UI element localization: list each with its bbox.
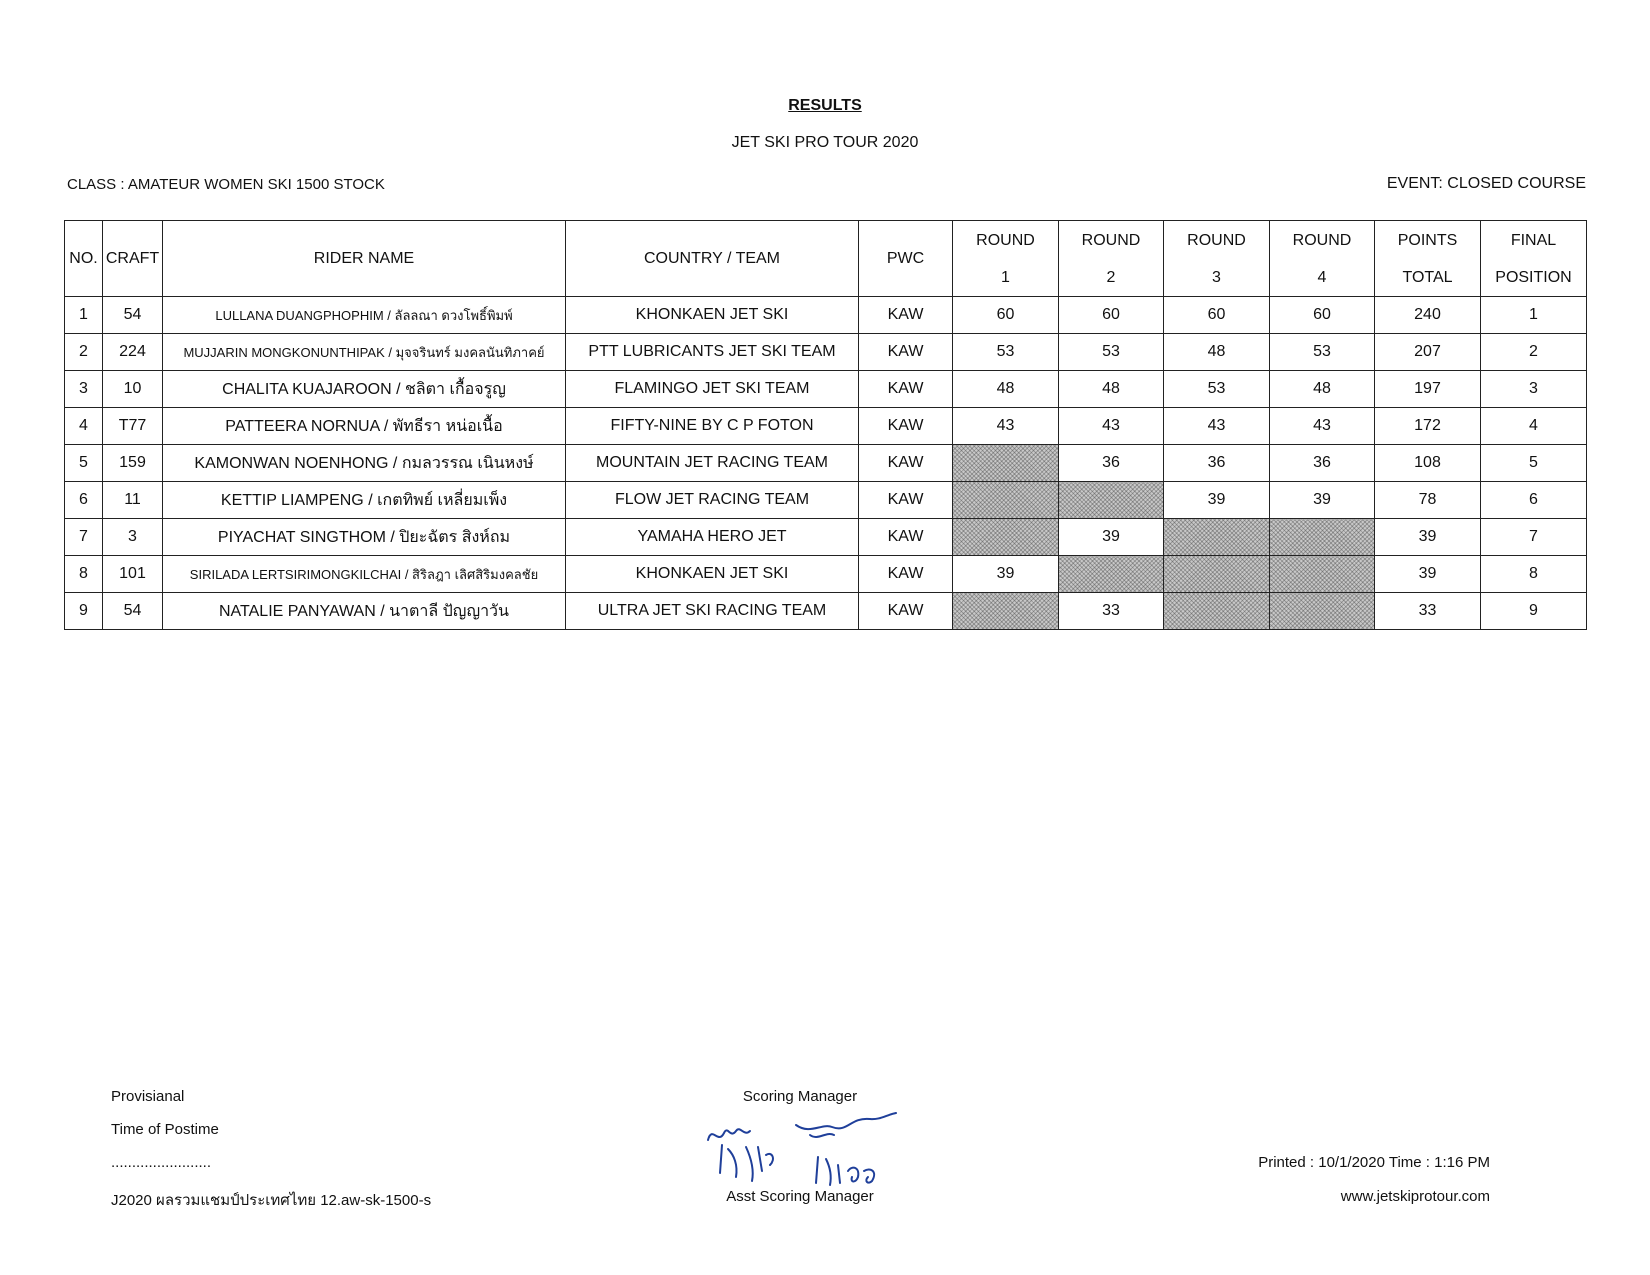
cell-round-2: 43: [1059, 408, 1164, 445]
cell-pwc: KAW: [859, 445, 953, 482]
cell-points-total: 39: [1375, 556, 1481, 593]
cell-round-4: 48: [1270, 371, 1375, 408]
website-link[interactable]: www.jetskiprotour.com: [1340, 1188, 1490, 1205]
cell-pwc: KAW: [859, 593, 953, 630]
cell-country-team: KHONKAEN JET SKI: [566, 556, 859, 593]
cell-pwc: KAW: [859, 519, 953, 556]
event-label: EVENT: CLOSED COURSE: [1386, 175, 1586, 192]
asst-scoring-manager-label: Asst Scoring Manager: [726, 1188, 874, 1205]
cell-final-position: 3: [1481, 371, 1587, 408]
cell-country-team: ULTRA JET SKI RACING TEAM: [566, 593, 859, 630]
header-round-4: [1270, 221, 1375, 297]
cell-final-position: 2: [1481, 334, 1587, 371]
file-reference: J2020 ผลรวมแชมป์ประเทศไทย 12.aw-sk-1500-s: [111, 1192, 432, 1209]
cell-round-1: 48: [953, 371, 1059, 408]
cell-pwc: KAW: [859, 297, 953, 334]
cell-craft: 10: [103, 371, 163, 408]
table-row: [65, 445, 1587, 482]
header-total-word: TOTAL: [1402, 268, 1453, 286]
cell-rider-name: PATTEERA NORNUA / พัทธีรา หน่อเนื้อ: [163, 408, 566, 445]
postime-blank: ........................: [111, 1154, 212, 1171]
time-of-postime-label: Time of Postime: [111, 1121, 219, 1138]
cell-no: 4: [65, 408, 103, 445]
cell-points-total: 33: [1375, 593, 1481, 630]
cell-points-total: 39: [1375, 519, 1481, 556]
cell-pwc: KAW: [859, 556, 953, 593]
class-label: CLASS : AMATEUR WOMEN SKI 1500 STOCK: [67, 176, 385, 193]
cell-pwc: KAW: [859, 408, 953, 445]
cell-round-3: 43: [1164, 408, 1270, 445]
cell-round-3: [1164, 556, 1270, 593]
cell-round-3: 60: [1164, 297, 1270, 334]
cell-round-2: 60: [1059, 297, 1164, 334]
cell-country-team: FLOW JET RACING TEAM: [566, 482, 859, 519]
provisional-label: Provisianal: [111, 1088, 185, 1105]
cell-craft: 54: [103, 297, 163, 334]
cell-round-1: [953, 593, 1059, 630]
cell-round-1: [953, 519, 1059, 556]
cell-no: 1: [65, 297, 103, 334]
header-round-4-number: 4: [1317, 268, 1327, 286]
cell-round-1: 60: [953, 297, 1059, 334]
cell-round-4: 53: [1270, 334, 1375, 371]
cell-final-position: 9: [1481, 593, 1587, 630]
cell-rider-name: PIYACHAT SINGTHOM / ปิยะฉัตร สิงห์ถม: [163, 519, 566, 556]
cell-pwc: KAW: [859, 334, 953, 371]
cell-country-team: MOUNTAIN JET RACING TEAM: [566, 445, 859, 482]
printed-timestamp: Printed : 10/1/2020 Time : 1:16 PM: [1258, 1154, 1490, 1171]
table-row: [65, 297, 1587, 334]
cell-craft: 3: [103, 519, 163, 556]
cell-rider-name: KETTIP LIAMPENG / เกตทิพย์ เหลี่ยมเพ็ง: [163, 482, 566, 519]
header-final-word: FINAL: [1510, 231, 1557, 249]
cell-points-total: 207: [1375, 334, 1481, 371]
cell-country-team: KHONKAEN JET SKI: [566, 297, 859, 334]
cell-round-4: 36: [1270, 445, 1375, 482]
results-table: [64, 220, 1587, 630]
cell-round-2: 53: [1059, 334, 1164, 371]
header-country-team: COUNTRY / TEAM: [566, 221, 859, 297]
cell-round-2: 39: [1059, 519, 1164, 556]
header-round-1-word: ROUND: [976, 231, 1035, 249]
header-round-3-number: 3: [1212, 268, 1221, 286]
cell-final-position: 6: [1481, 482, 1587, 519]
cell-round-3: [1164, 519, 1270, 556]
cell-round-4: 43: [1270, 408, 1375, 445]
header-round-4-word: ROUND: [1292, 231, 1352, 249]
table-row: [65, 593, 1587, 630]
cell-rider-name: NATALIE PANYAWAN / นาตาลี ปัญญาวัน: [163, 593, 566, 630]
header-round-1: [953, 221, 1059, 297]
cell-round-4: [1270, 556, 1375, 593]
cell-rider-name: SIRILADA LERTSIRIMONGKILCHAI / สิริลฎา เลิศสิริมงคลชัย: [163, 556, 566, 593]
cell-round-3: 53: [1164, 371, 1270, 408]
cell-final-position: 4: [1481, 408, 1587, 445]
cell-craft: T77: [103, 408, 163, 445]
cell-points-total: 78: [1375, 482, 1481, 519]
header-position-word: POSITION: [1495, 268, 1572, 286]
cell-round-1: 43: [953, 408, 1059, 445]
header-rider-name: RIDER NAME: [163, 221, 566, 297]
cell-final-position: 7: [1481, 519, 1587, 556]
cell-country-team: PTT LUBRICANTS JET SKI TEAM: [566, 334, 859, 371]
header-craft: CRAFT: [103, 221, 163, 297]
cell-round-2: [1059, 482, 1164, 519]
cell-craft: 101: [103, 556, 163, 593]
cell-rider-name: MUJJARIN MONGKONUNTHIPAK / มุจจรินทร์ มงคลนันทิภาคย์: [163, 334, 566, 371]
cell-rider-name: KAMONWAN NOENHONG / กมลวรรณ เนินหงษ์: [163, 445, 566, 482]
header-final-position: [1481, 221, 1587, 297]
cell-final-position: 5: [1481, 445, 1587, 482]
cell-points-total: 240: [1375, 297, 1481, 334]
handwritten-signatures: [700, 1105, 920, 1195]
cell-country-team: FIFTY-NINE BY C P FOTON: [566, 408, 859, 445]
cell-no: 2: [65, 334, 103, 371]
cell-points-total: 172: [1375, 408, 1481, 445]
header-points-word: POINTS: [1397, 231, 1458, 249]
header-pwc: PWC: [859, 221, 953, 297]
cell-final-position: 8: [1481, 556, 1587, 593]
cell-round-1: 39: [953, 556, 1059, 593]
cell-no: 6: [65, 482, 103, 519]
cell-points-total: 197: [1375, 371, 1481, 408]
cell-country-team: FLAMINGO JET SKI TEAM: [566, 371, 859, 408]
tour-subtitle: JET SKI PRO TOUR 2020: [731, 134, 919, 151]
cell-round-3: 39: [1164, 482, 1270, 519]
cell-round-2: 33: [1059, 593, 1164, 630]
table-row: [65, 519, 1587, 556]
header-round-2-number: 2: [1106, 268, 1116, 286]
cell-points-total: 108: [1375, 445, 1481, 482]
cell-craft: 159: [103, 445, 163, 482]
table-row: [65, 556, 1587, 593]
cell-round-4: [1270, 593, 1375, 630]
cell-pwc: KAW: [859, 371, 953, 408]
cell-craft: 54: [103, 593, 163, 630]
cell-rider-name: CHALITA KUAJAROON / ชลิตา เกื้อจรูญ: [163, 371, 566, 408]
cell-round-3: 36: [1164, 445, 1270, 482]
header-points-total: [1375, 221, 1481, 297]
cell-round-3: 48: [1164, 334, 1270, 371]
table-row: [65, 371, 1587, 408]
cell-round-4: 60: [1270, 297, 1375, 334]
cell-no: 8: [65, 556, 103, 593]
cell-round-1: 53: [953, 334, 1059, 371]
cell-craft: 11: [103, 482, 163, 519]
table-row: [65, 334, 1587, 371]
cell-no: 7: [65, 519, 103, 556]
header-row: [65, 221, 1587, 297]
header-no: NO.: [65, 221, 103, 297]
table-row: [65, 408, 1587, 445]
page-title: RESULTS: [788, 97, 862, 114]
cell-craft: 224: [103, 334, 163, 371]
cell-round-2: [1059, 556, 1164, 593]
cell-round-4: 39: [1270, 482, 1375, 519]
header-round-1-number: 1: [1001, 268, 1010, 286]
header-round-3-word: ROUND: [1187, 231, 1246, 249]
cell-country-team: YAMAHA HERO JET: [566, 519, 859, 556]
cell-no: 9: [65, 593, 103, 630]
header-round-2: [1059, 221, 1164, 297]
header-round-3: [1164, 221, 1270, 297]
cell-round-2: 48: [1059, 371, 1164, 408]
header-round-2-word: ROUND: [1081, 231, 1141, 249]
cell-no: 5: [65, 445, 103, 482]
scoring-manager-label: Scoring Manager: [742, 1088, 858, 1105]
cell-pwc: KAW: [859, 482, 953, 519]
cell-round-1: [953, 482, 1059, 519]
cell-round-3: [1164, 593, 1270, 630]
cell-round-2: 36: [1059, 445, 1164, 482]
cell-round-4: [1270, 519, 1375, 556]
cell-no: 3: [65, 371, 103, 408]
cell-rider-name: LULLANA DUANGPHOPHIM / ลัลลณา ดวงโพธิ์พิมพ์: [163, 297, 566, 334]
table-row: [65, 482, 1587, 519]
cell-final-position: 1: [1481, 297, 1587, 334]
cell-round-1: [953, 445, 1059, 482]
